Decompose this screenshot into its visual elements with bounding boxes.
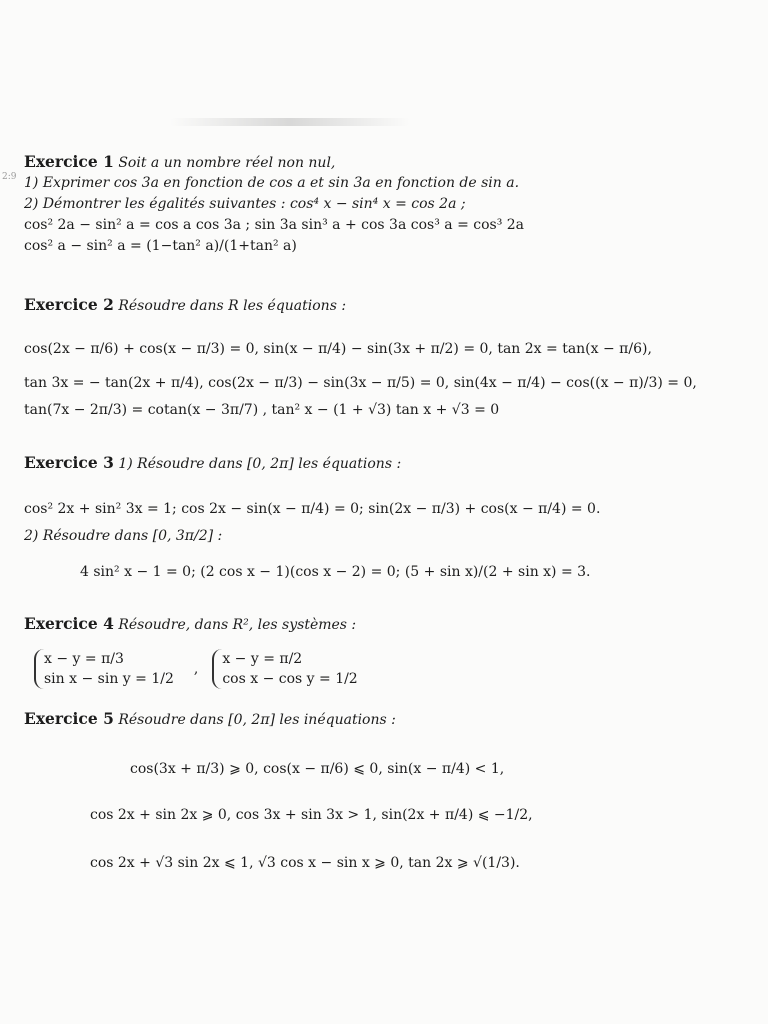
exercise-4-intro: Résoudre, dans R², les systèmes :: [113, 617, 357, 633]
exercise-5: [24, 708, 744, 880]
exercise-4: [24, 613, 744, 689]
exercise-1: [24, 151, 744, 257]
exercise-5-inequations-2: cos 2x + sin 2x ⩾ 0, cos 3x + sin 3x > 1, sin(2x + π/4) ⩽ −1/2,: [90, 807, 533, 823]
exercise-3-heading: [24, 452, 744, 474]
exercise-2: [24, 294, 744, 421]
exercise-1-heading: [24, 151, 744, 173]
exercise-2-heading: [24, 294, 744, 316]
system-2: [212, 649, 363, 689]
system-2-eq-2: cos x − cos y = 1/2: [222, 671, 358, 687]
exercise-3-intro: 1) Résoudre dans [0, 2π] les équations :: [113, 456, 402, 472]
system-2-eq-1: x − y = π/2: [222, 651, 303, 667]
system-1: [34, 649, 180, 689]
exercise-2-title: Exercice 2: [24, 295, 114, 314]
exercise-2-equations-1: cos(2x − π/6) + cos(x − π/3) = 0, sin(x − π/4) − sin(3x + π/2) = 0, tan 2x = tan(x − π/6),: [24, 341, 652, 357]
exercise-1-question-2: 2) Démontrer les égalités suivantes : cos⁴ x − sin⁴ x = cos 2a ;: [24, 196, 466, 212]
exercise-5-inequations-1: cos(3x + π/3) ⩾ 0, cos(x − π/6) ⩽ 0, sin(x − π/4) < 1,: [130, 761, 505, 777]
exercise-3: [24, 452, 744, 589]
system-1-eq-2: sin x − sin y = 1/2: [44, 671, 174, 687]
exercise-2-intro: Résoudre dans R les équations :: [113, 298, 347, 314]
system-1-eq-1: x − y = π/3: [44, 651, 124, 667]
margin-mark: 2:9: [2, 172, 17, 182]
exercise-3-equations-1: cos² 2x + sin² 3x = 1; cos 2x − sin(x − π/4) = 0; sin(2x − π/3) + cos(x − π/4) = 0.: [24, 501, 601, 517]
exercise-5-inequations-3: cos 2x + √3 sin 2x ⩽ 1, √3 cos x − sin x ⩾ 0, tan 2x ⩾ √(1/3).: [90, 855, 520, 871]
exercise-1-line-3: cos² 2a − sin² a = cos a cos 3a ; sin 3a sin³ a + cos 3a cos³ a = cos³ 2a: [24, 217, 525, 233]
exercise-2-equations-3: tan(7x − 2π/3) = cotan(x − 3π/7) , tan² x − (1 + √3) tan x + √3 = 0: [24, 402, 500, 418]
exercise-3-equations-2: 4 sin² x − 1 = 0; (2 cos x − 1)(cos x − 2) = 0; (5 + sin x)/(2 + sin x) = 3.: [80, 564, 591, 580]
exercise-5-intro: Résoudre dans [0, 2π] les inéquations :: [113, 712, 396, 728]
exercise-5-heading: [24, 708, 744, 730]
exercise-4-heading: [24, 613, 744, 635]
exercise-4-systems: [24, 649, 744, 689]
exercise-3-title: Exercice 3: [24, 453, 114, 472]
exercise-1-line-4: cos² a − sin² a = (1−tan² a)/(1+tan² a): [24, 238, 297, 254]
exercise-2-equations-2: tan 3x = − tan(2x + π/4), cos(2x − π/3) − sin(3x − π/5) = 0, sin(4x − π/4) − cos((x − π)/3) = 0,: [24, 375, 697, 391]
systems-separator: ,: [193, 661, 199, 677]
exercise-1-question-1: 1) Exprimer cos 3a en fonction de cos a et sin 3a en fonction de sin a.: [24, 175, 520, 191]
exercise-5-title: Exercice 5: [24, 709, 114, 728]
exercise-1-title: Exercice 1: [24, 152, 114, 171]
exercise-4-title: Exercice 4: [24, 614, 114, 633]
exercise-1-intro: Soit a un nombre réel non nul,: [113, 155, 336, 171]
scan-smudge: [170, 118, 410, 126]
exercise-3-question-2: 2) Résoudre dans [0, 3π/2] :: [24, 528, 223, 544]
